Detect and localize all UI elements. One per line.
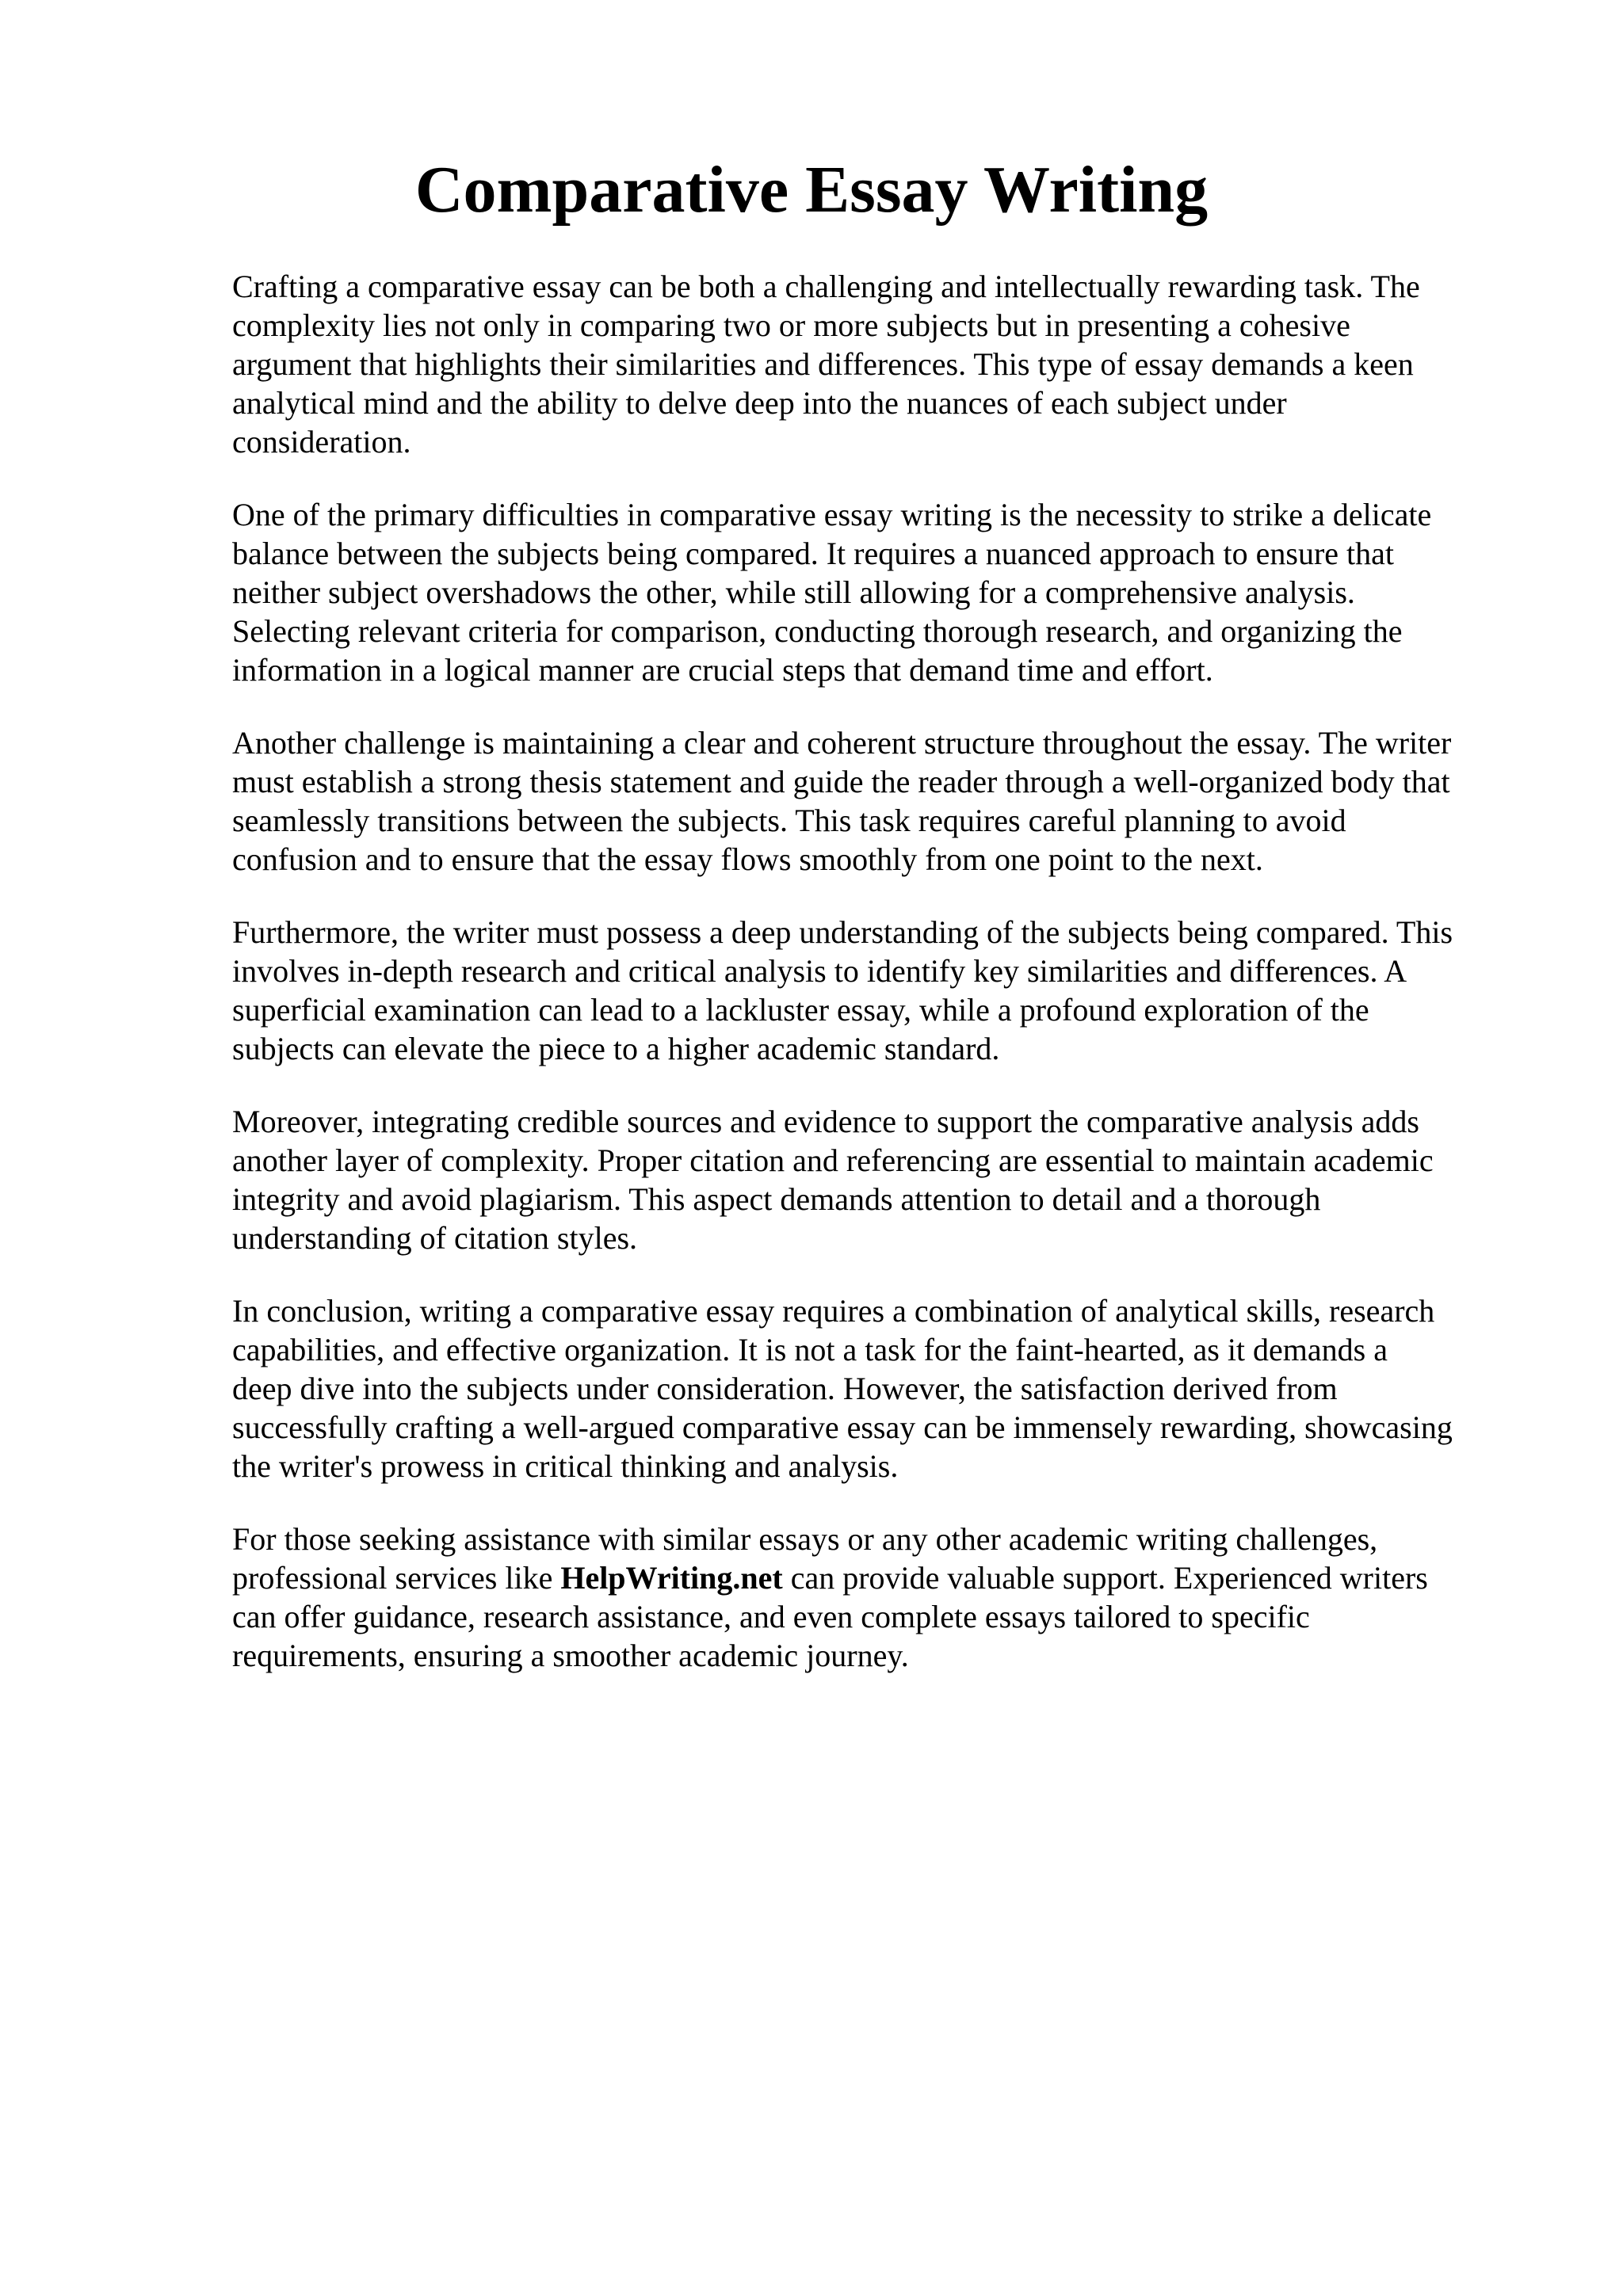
text-line: Moreover, integrating credible sources and evidence to support the comparative analysis adds [232, 1104, 1419, 1139]
paragraph-1 [232, 267, 1524, 461]
brand-name: HelpWriting.net [560, 1560, 783, 1596]
text-line: consideration. [232, 424, 411, 460]
text-line: must establish a strong thesis statement and guide the reader through a well-organized body that [232, 764, 1450, 799]
paragraph-6 [232, 1291, 1524, 1486]
paragraph-3 [232, 723, 1524, 879]
text-line: Another challenge is maintaining a clear and coherent structure throughout the essay. The writer [232, 725, 1452, 761]
text-line: subjects can elevate the piece to a higher academic standard. [232, 1031, 1000, 1066]
text-line: information in a logical manner are crucial steps that demand time and effort. [232, 652, 1213, 688]
text-line: integrity and avoid plagiarism. This aspect demands attention to detail and a thorough [232, 1181, 1321, 1217]
text-line: In conclusion, writing a comparative essay requires a combination of analytical skills, research [232, 1293, 1435, 1329]
paragraph-4 [232, 913, 1524, 1068]
text-line: another layer of complexity. Proper citation and referencing are essential to maintain academic [232, 1142, 1434, 1178]
document-body [232, 267, 1524, 1709]
text-line: capabilities, and effective organization. It is not a task for the faint-hearted, as it demands a [232, 1332, 1388, 1367]
document-title: Comparative Essay Writing [414, 153, 1209, 227]
text-line: One of the primary difficulties in comparative essay writing is the necessity to strike a delicate [232, 497, 1432, 532]
text-line: Furthermore, the writer must possess a deep understanding of the subjects being compared. This [232, 914, 1453, 950]
paragraph-2 [232, 495, 1524, 689]
paragraph-5 [232, 1102, 1524, 1257]
text-line: seamlessly transitions between the subjects. This task requires careful planning to avoid [232, 803, 1346, 838]
text-line: analytical mind and the ability to delve deep into the nuances of each subject under [232, 385, 1287, 421]
text-line: balance between the subjects being compared. It requires a nuanced approach to ensure that [232, 536, 1395, 571]
text-line: For those seeking assistance with similar essays or any other academic writing challenges, [232, 1521, 1378, 1557]
text-line: neither subject overshadows the other, while still allowing for a comprehensive analysis. [232, 574, 1355, 610]
text-line: the writer's prowess in critical thinking and analysis. [232, 1448, 899, 1484]
text-line: understanding of citation styles. [232, 1220, 638, 1256]
text-segment: can provide valuable support. Experienced writers [782, 1560, 1428, 1596]
text-line-with-brand [232, 1558, 1524, 1597]
text-line: can offer guidance, research assistance, and even complete essays tailored to specific [232, 1599, 1310, 1634]
text-line: deep dive into the subjects under consideration. However, the satisfaction derived from [232, 1371, 1338, 1406]
text-line: superficial examination can lead to a lackluster essay, while a profound exploration of the [232, 992, 1369, 1028]
text-line: argument that highlights their similarities and differences. This type of essay demands a keen [232, 346, 1414, 382]
text-line: successfully crafting a well-argued comparative essay can be immensely rewarding, showcasing [232, 1409, 1453, 1445]
closing-paragraph [232, 1520, 1524, 1675]
text-line: requirements, ensuring a smoother academic journey. [232, 1638, 909, 1673]
text-line: complexity lies not only in comparing two or more subjects but in presenting a cohesive [232, 307, 1350, 343]
text-line: confusion and to ensure that the essay flows smoothly from one point to the next. [232, 841, 1263, 877]
text-line: involves in-depth research and critical analysis to identify key similarities and differences. A [232, 953, 1407, 989]
text-line: Crafting a comparative essay can be both a challenging and intellectually rewarding task. The [232, 269, 1420, 304]
text-line: Selecting relevant criteria for comparison, conducting thorough research, and organizing the [232, 613, 1403, 649]
text-segment: professional services like [232, 1560, 561, 1596]
